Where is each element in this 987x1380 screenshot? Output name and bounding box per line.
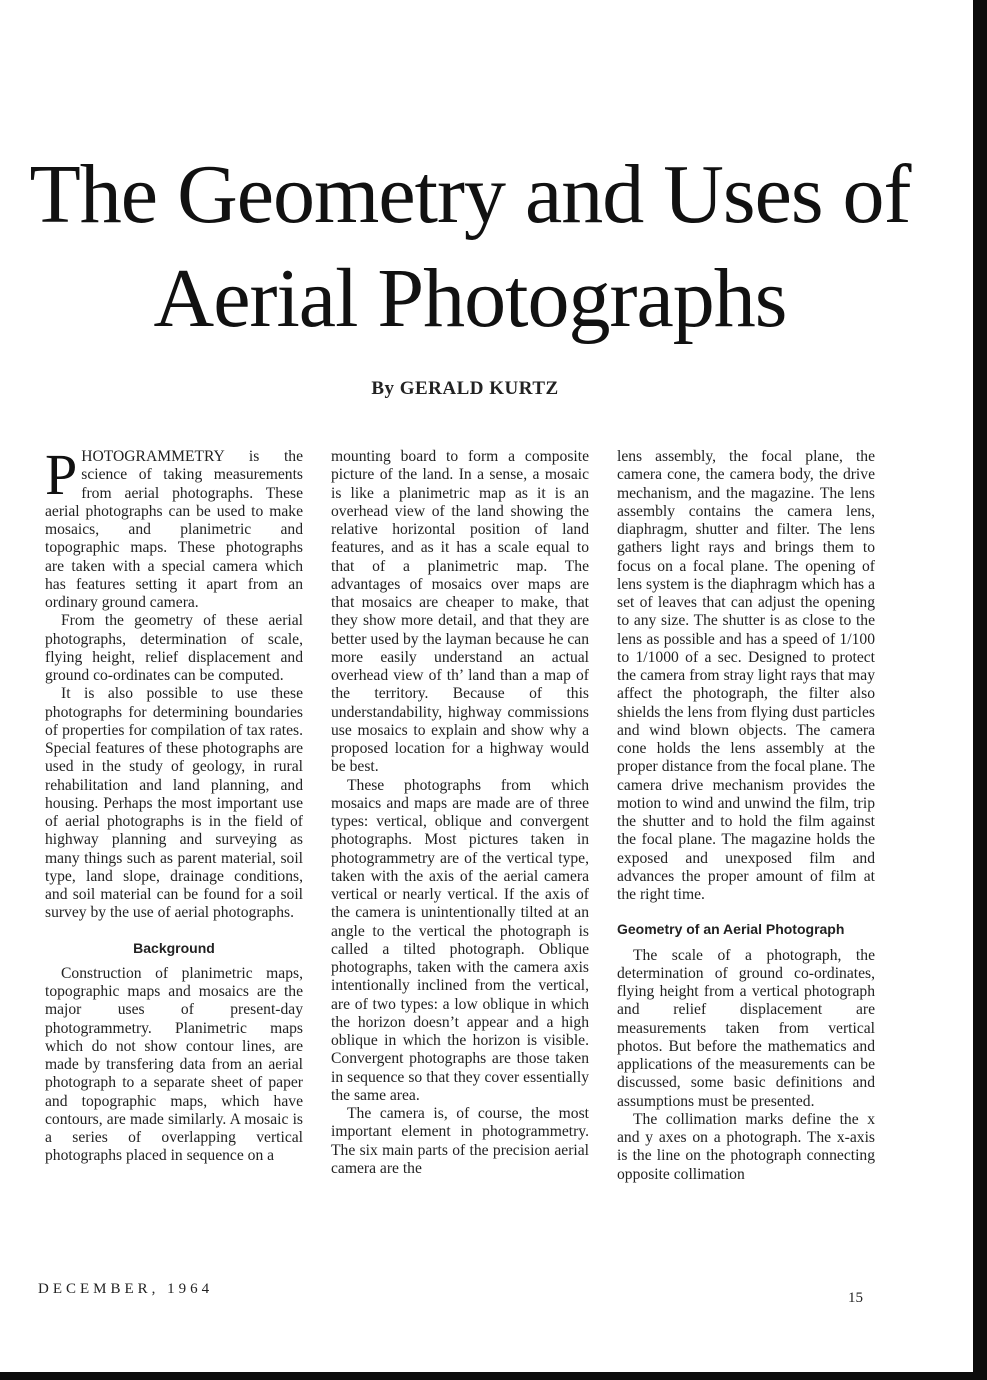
page-edge-right (973, 0, 987, 1380)
column-1 (45, 442, 303, 1166)
paragraph: PHOTOGRAMMETRY is the science of taking measurements from aerial photographs. These aerial photographs can be used to make mosaics, and planimetric and topographic maps. These photographs are taken with a special camera which has features setting it apart from an ordinary ground camera. (45, 442, 303, 611)
drop-cap: P (45, 442, 78, 507)
section-heading-background: Background (133, 939, 215, 956)
paragraph: mounting board to form a composite picture of the land. In a sense, a mosaic is like a planimetric map as it is an overhead view of the land showing the relative horizontal position of land features, and as it has a scale equal to that of a planimetric map. The advantages of mosaics over maps are that mosaics are cheaper to make, that they show more detail, and that they are better used by the layman because he can more easily understand an actual overhead view of th’ land than a map of the territory. Because of this understandability, highway commissions use mosaics to explain and show why a proposed location for a highway would be best. (331, 448, 589, 776)
page-edge-bottom (0, 1372, 987, 1380)
paragraph: The scale of a photograph, the determination of ground co-ordinates, flying height from a vertical photograph and relief displacement are measurements taken from vertical photos. But before the mathematics and applications of the measurements can be discussed, some basic definitions and assumptions must be presented. (617, 946, 875, 1110)
column-2 (331, 448, 589, 1178)
paragraph: The camera is, of course, the most important element in photogrammetry. The six main parts of the precision aerial camera are the (331, 1105, 589, 1177)
paragraph: The collimation marks define the x and y axes on a photograph. The x-axis is the line on the photograph connecting opposite collimation (617, 1110, 875, 1183)
paragraph: These photographs from which mosaics and maps are made are of three types: vertical, oblique and convergent photographs. Most pictures taken in photogrammetry are of the vertical type, taken with the axis of the aerial camera vertical or nearly vertical. If the axis of the camera is unintentionally tilted at an angle to the vertical the photograph is called a tilted photograph. Oblique photographs, taken with the camera axis intentionally inclined from the vertical, are of two types: a low oblique in which the horizon doesn’t appear and a high oblique in which the horizon is visible. Convergent photographs are those taken in sequence so that they cover essentially the same area. (331, 776, 589, 1104)
paragraph: From the geometry of these aerial photographs, determination of scale, flying height, relief displacement and ground co-ordinates can be computed. (45, 612, 303, 684)
paragraph: lens assembly, the focal plane, the camera cone, the camera body, the drive mechanism, and the magazine. The lens assembly contains the camera lens, diaphragm, shutter and filter. The lens gathers light rays and brings them to focus on a focal plane. The opening of lens system is the diaphragm which has a set of leaves that can adjust the opening to any size. The shutter is as close to the lens as possible and has a speed of 1/100 to 1/1000 of a sec. Designed to protect the camera from stray light rays that may affect the photograph, the filter also shields the lens from flying dust particles and wind blown objects. The camera cone holds the lens assembly at the proper distance from the focal plane. The camera drive mechanism provides the motion to wind and unwind the film, trip the shutter and to hold the film against the focal plane. The magazine holds the exposed and unexposed film and advances the proper amount of film at the right time. (617, 448, 875, 903)
section-heading-geometry: Geometry of an Aerial Photograph (617, 921, 845, 938)
column-3 (617, 448, 875, 1184)
article-title: The Geometry and Uses of Aerial Photographs (29, 148, 911, 345)
issue-date: DECEMBER, 1964 (38, 1281, 214, 1297)
byline: By GERALD KURTZ (371, 378, 559, 399)
paragraph: Construction of planimetric maps, topographic maps and mosaics are the major uses of present-day photogrammetry. Planimetric maps which do not show contour lines, are made by transfering data from an aerial photograph to a separate sheet of paper and topographic maps, which have contours, are made similarly. A mosaic is a series of overlapping vertical photographs placed in sequence on a (45, 964, 303, 1165)
paragraph: It is also possible to use these photographs for determining boundaries of properties for compilation of tax rates. Special features of these photographs are used in the study of geology, in rural rehabilitation and land planning, and housing. Perhaps the most important use of aerial photographs is in the field of highway planning and surveying as many things such as parent material, soil type, land slope, drainage conditions, and soil material can be found for a soil survey by the use of aerial photographs. (45, 685, 303, 922)
page-number: 15 (848, 1290, 863, 1306)
